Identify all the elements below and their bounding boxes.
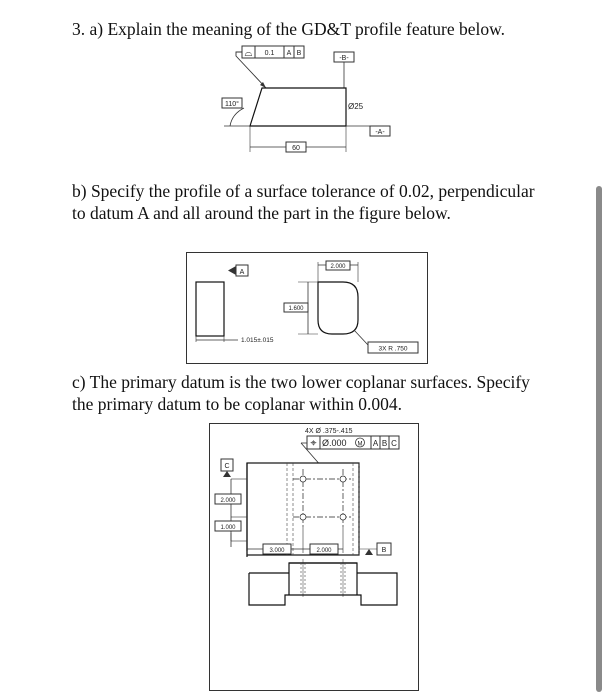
position-icon: ⌖ [310, 437, 317, 450]
dim-2000-vertical: 2.000 [220, 498, 236, 504]
fcf-datum-a: A [286, 50, 292, 57]
profile-surface-icon: ⌓ [244, 48, 253, 59]
dim-thickness: 1.015±.015 [241, 337, 274, 344]
datum-c-label: C [224, 463, 230, 470]
front-view [318, 282, 358, 334]
dim-3000-horizontal: 3.000 [269, 548, 285, 554]
dim-height: 1.600 [288, 306, 304, 312]
question-b-text: b) Specify the profile of a surface tolerance of 0.02, perpendicular to datum A and all around the part in the figure below. [72, 181, 535, 223]
figure-b [186, 252, 428, 364]
profile-fcf [242, 46, 304, 59]
side-view [196, 282, 224, 336]
datum-b-label: -B- [339, 55, 349, 62]
scrollbar[interactable] [596, 186, 602, 692]
question-a-text: 3. a) Explain the meaning of the GD&T profile feature below. [72, 19, 505, 39]
diameter-dimension: Ø25 [348, 102, 364, 111]
datum-b-label: B [381, 547, 387, 554]
datum-a-label: -A- [375, 129, 385, 136]
fcf-modifier: M [357, 441, 363, 448]
hole-note: 4X Ø .375-.415 [305, 428, 353, 435]
fcf-tolerance: 0.1 [264, 50, 275, 57]
fcf-datum-a: A [372, 439, 379, 448]
dim-radius: 3X R .750 [378, 345, 408, 353]
figure-a [210, 42, 400, 160]
part-profile [250, 88, 346, 126]
length-dimension: 60 [292, 145, 300, 152]
fcf-datum-c: C [391, 439, 397, 448]
fcf-datum-b: B [381, 439, 388, 448]
dim-1000-vertical: 1.000 [220, 525, 236, 531]
position-fcf [307, 436, 399, 450]
fcf-datum-b: B [296, 50, 302, 57]
dim-2000-horizontal: 2.000 [316, 548, 332, 554]
datum-a-label: A [239, 269, 245, 276]
angle-dimension: 110° [225, 101, 239, 108]
figure-c [209, 423, 419, 691]
dim-top: 2.000 [330, 264, 346, 270]
question-c-text: c) The primary datum is the two lower coplanar surfaces. Specify the primary datum to be coplanar within 0.004. [72, 372, 530, 414]
fcf-tolerance: Ø.000 [322, 438, 347, 448]
